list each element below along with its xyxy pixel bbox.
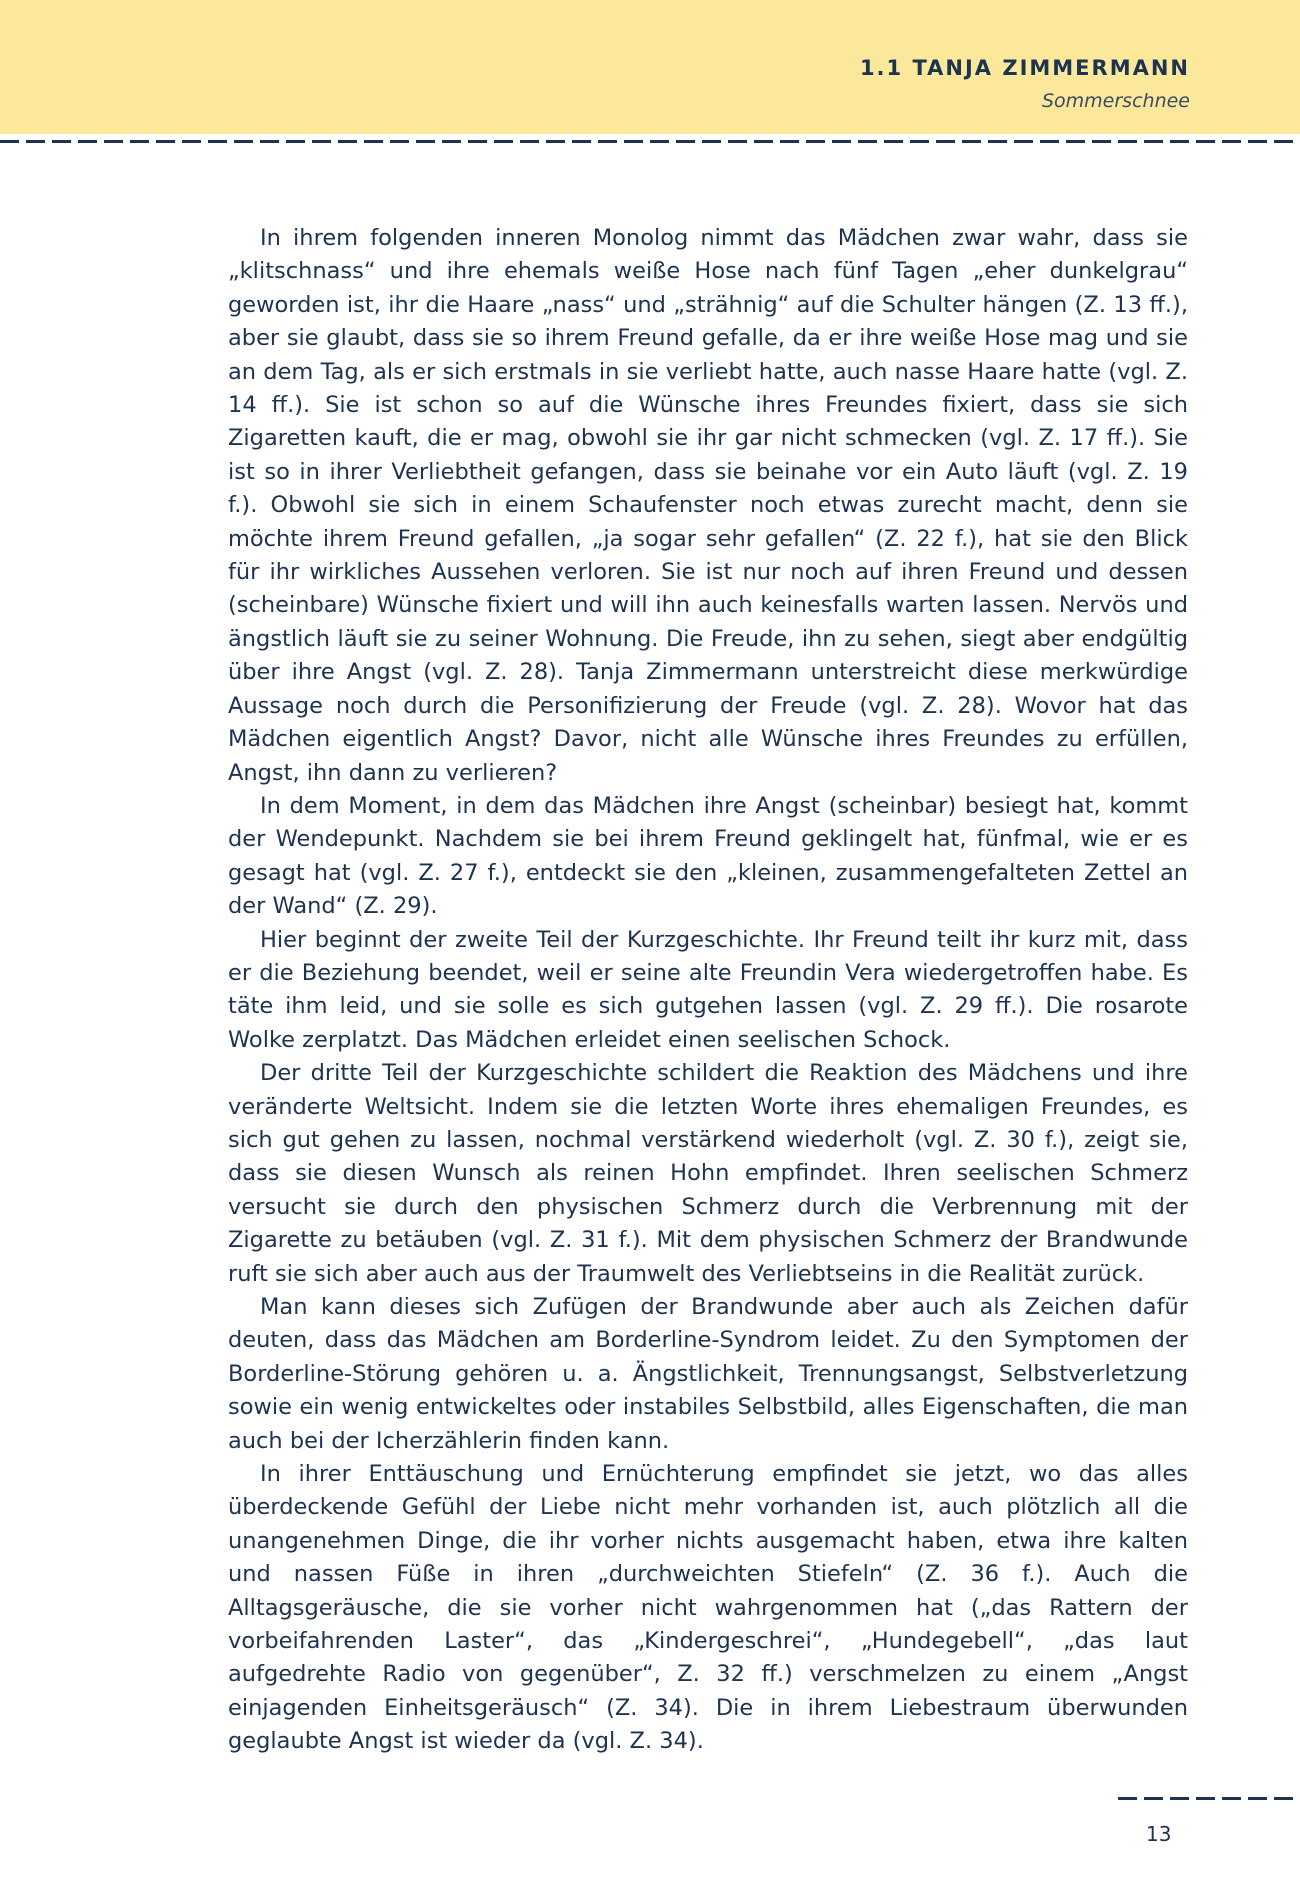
header-band bbox=[0, 0, 1300, 134]
paragraph-2: In dem Moment, in dem das Mädchen ihre Angst (scheinbar) besiegt hat, kommt der Wendepunkt. Nachdem sie bei ihrem Freund geklingelt hat, fünfmal, wie er es gesagt hat (vgl. Z. 27 f.), entdeckt sie den „kleinen, zusammengefalteten Zettel an der Wand“ (Z. 29). bbox=[228, 792, 1188, 920]
body-text bbox=[228, 222, 1188, 1759]
paragraph-6: In ihrer Enttäuschung und Ernüchterung empfindet sie jetzt, wo das alles überdeckende Gefühl der Liebe nicht mehr vorhanden ist, auch plötzlich all die unangenehmen Dinge, die ihr vorher nichts ausgemacht haben, etwa ihre kalten und nassen Füße in ihren „durchweichten Stiefeln“ (Z. 36 f.). Auch die Alltagsgeräusche, die sie vorher nicht wahrgenommen hat („das Rattern der vorbeifahrenden Laster“, das „Kindergeschrei“, „Hundegebell“, „das laut aufgedrehte Radio von gegenüber“, Z. 32 ff.) verschmelzen zu einem „Angst einjagenden Einheitsgeräusch“ (Z. 34). Die in ihrem Liebestraum überwunden geglaubte Angst ist wieder da (vgl. Z. 34). bbox=[228, 1461, 1188, 1755]
paragraph-1: In ihrem folgenden inneren Monolog nimmt das Mädchen zwar wahr, dass sie „klitschnass“ und ihre ehemals weiße Hose nach fünf Tagen „eher dunkelgrau“ geworden ist, ihr die Haare „nass“ und „strähnig“ auf die Schulter hängen (Z. 13 ff.), aber sie glaubt, dass sie so ihrem Freund gefalle, da er ihre weiße Hose mag und sie an dem Tag, als er sich erstmals in sie verliebt hatte, auch nasse Haare hatte (vgl. Z. 14 ff.). Sie ist schon so auf die Wünsche ihres Freundes fixiert, dass sie sich Zigaretten kauft, die er mag, obwohl sie ihr gar nicht schmecken (vgl. Z. 17 ff.). Sie ist so in ihrer Verliebtheit gefangen, dass sie beinahe vor ein Auto läuft (vgl. Z. 19 f.). Obwohl sie sich in einem Schaufenster noch etwas zurecht macht, denn sie möchte ihrem Freund gefallen, „ja sogar sehr gefallen“ (Z. 22 f.), hat sie den Blick für ihr wirkliches Aussehen verloren. Sie ist nur noch auf ihren Freund und dessen (scheinbare) Wünsche fixiert und will ihn auch keinesfalls warten lassen. Nervös und ängstlich läuft sie zu seiner Wohnung. Die Freude, ihn zu sehen, siegt aber endgültig über ihre Angst (vgl. Z. 28). Tanja Zimmermann unterstreicht diese merkwürdige Aussage noch durch die Personifizierung der Freude (vgl. Z. 28). Wovor hat das Mädchen eigentlich Angst? Davor, nicht alle Wünsche ihres Freundes zu erfüllen, Angst, ihn dann zu verlieren? bbox=[228, 225, 1188, 786]
footer-dashed-rule bbox=[1118, 1797, 1300, 1800]
paragraph-3: Hier beginnt der zweite Teil der Kurzgeschichte. Ihr Freund teilt ihr kurz mit, dass er die Beziehung beendet, weil er seine alte Freundin Vera wiedergetroffen habe. Es täte ihm leid, und sie solle es sich gutgehen lassen (vgl. Z. 29 ff.). Die rosarote Wolke zerplatzt. Das Mädchen erleidet einen seelischen Schock. bbox=[228, 926, 1188, 1053]
header-dashed-rule bbox=[0, 140, 1300, 143]
page-number: 13 bbox=[1146, 1822, 1172, 1846]
paragraph-5: Man kann dieses sich Zufügen der Brandwunde aber auch als Zeichen dafür deuten, dass das Mädchen am Borderline-Syndrom leidet. Zu den Symptomen der Borderline-Störung gehören u. a. Ängstlichkeit, Trennungsangst, Selbstverletzung sowie ein wenig entwickeltes oder instabiles Selbstbild, alles Eigenschaften, die man auch bei der Icherzählerin finden kann. bbox=[228, 1294, 1188, 1454]
paragraph-4: Der dritte Teil der Kurzgeschichte schildert die Reaktion des Mädchens und ihre veränderte Weltsicht. Indem sie die letzten Worte ihres ehemaligen Freundes, es sich gut gehen zu lassen, nochmal verstärkend wiederholt (vgl. Z. 30 f.), zeigt sie, dass sie diesen Wunsch als reinen Hohn empfindet. Ihren seelischen Schmerz versucht sie durch den physischen Schmerz durch die Verbrennung mit der Zigarette zu betäuben (vgl. Z. 31 f.). Mit dem physischen Schmerz der Brandwunde ruft sie sich aber auch aus der Traumwelt des Verliebtseins in die Realität zurück. bbox=[228, 1060, 1188, 1287]
chapter-title: 1.1 TANJA ZIMMERMANN bbox=[859, 56, 1190, 80]
chapter-subtitle: Sommerschnee bbox=[1041, 90, 1190, 112]
